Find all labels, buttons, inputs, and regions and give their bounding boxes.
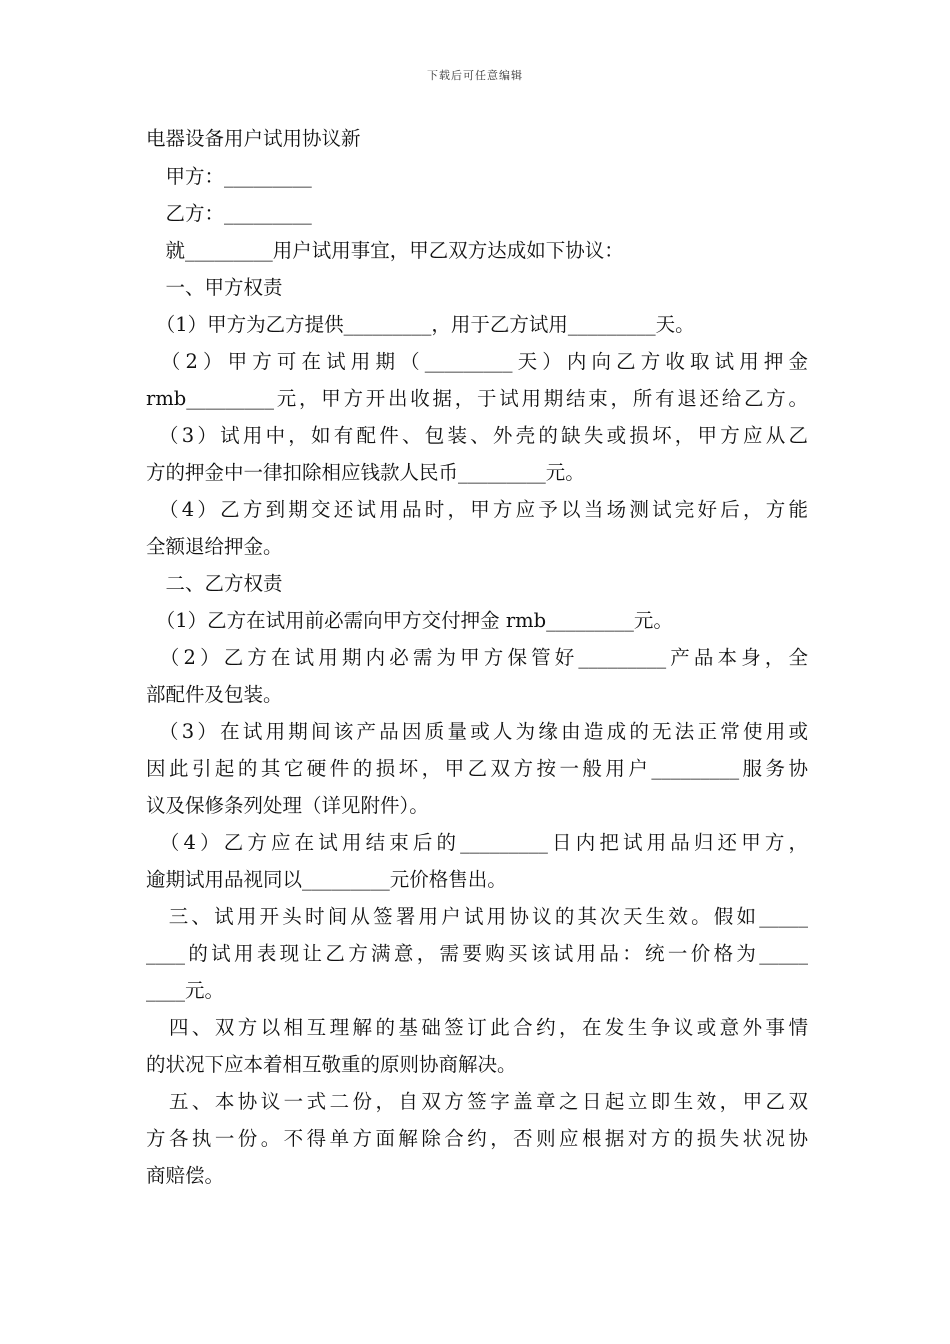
section-heading: 一、甲方权责 — [146, 276, 283, 299]
paragraph-line: 方各执一份。不得单方面解除合约，否则应根据对方的损失状况协 — [146, 1127, 808, 1150]
paragraph-line: 五、本协议一式二份，自双方签字盖章之日起立即生效，甲乙双 — [146, 1090, 808, 1113]
paragraph-line: 乙方：_________ — [146, 202, 312, 225]
header-note: 下载后可任意编辑 — [427, 69, 523, 82]
paragraph-line: 四、双方以相互理解的基础签订此合约，在发生争议或意外事情 — [146, 1016, 808, 1039]
document-title: 电器设备用户试用协议新 — [146, 127, 361, 150]
paragraph-line: 方的押金中一律扣除相应钱款人民币_________元。 — [146, 461, 585, 484]
paragraph-line: （3）试用中，如有配件、包装、外壳的缺失或损坏，甲方应从乙 — [146, 424, 808, 447]
paragraph-line: 商赔偿。 — [146, 1164, 225, 1187]
paragraph-line: 逾期试用品视同以_________元价格售出。 — [146, 868, 507, 891]
paragraph-line: （2）甲方可在试用期（_________天）内向乙方收取试用押金 — [146, 350, 808, 373]
document-body — [146, 120, 808, 1194]
section-heading: 二、乙方权责 — [146, 572, 283, 595]
paragraph-line: （2）乙方在试用期内必需为甲方保管好_________产品本身，全 — [146, 646, 808, 669]
paragraph-line: ____的试用表现让乙方满意，需要购买该试用品：统一价格为_____ — [146, 942, 808, 965]
paragraph-line: 议及保修条列处理（详见附件）。 — [146, 794, 429, 817]
paragraph-line: （3）在试用期间该产品因质量或人为缘由造成的无法正常使用或 — [146, 720, 808, 743]
paragraph-line: 部配件及包装。 — [146, 683, 283, 706]
paragraph-line: rmb_________元，甲方开出收据，于试用期结束，所有退还给乙方。 — [146, 387, 808, 410]
paragraph-line: 全额退给押金。 — [146, 535, 283, 558]
paragraph-line: 的状况下应本着相互敬重的原则协商解决。 — [146, 1053, 517, 1076]
paragraph-line: 甲方：_________ — [146, 165, 312, 188]
paragraph-line: ____元。 — [146, 979, 225, 1002]
paragraph-line: 就_________用户试用事宜，甲乙双方达成如下协议： — [146, 239, 624, 262]
paragraph-line: 因此引起的其它硬件的损坏，甲乙双方按一般用户_________服务协 — [146, 757, 808, 780]
paragraph-line: （1）乙方在试用前必需向甲方交付押金 rmb_________元。 — [146, 609, 673, 632]
paragraph-line: （4）乙方到期交还试用品时，甲方应予以当场测试完好后，方能 — [146, 498, 808, 521]
paragraph-line: 三、试用开头时间从签署用户试用协议的其次天生效。假如_____ — [146, 905, 808, 928]
paragraph-line: （1）甲方为乙方提供_________，用于乙方试用_________天。 — [146, 313, 695, 336]
paragraph-line: （4）乙方应在试用结束后的_________日内把试用品归还甲方， — [146, 831, 808, 854]
